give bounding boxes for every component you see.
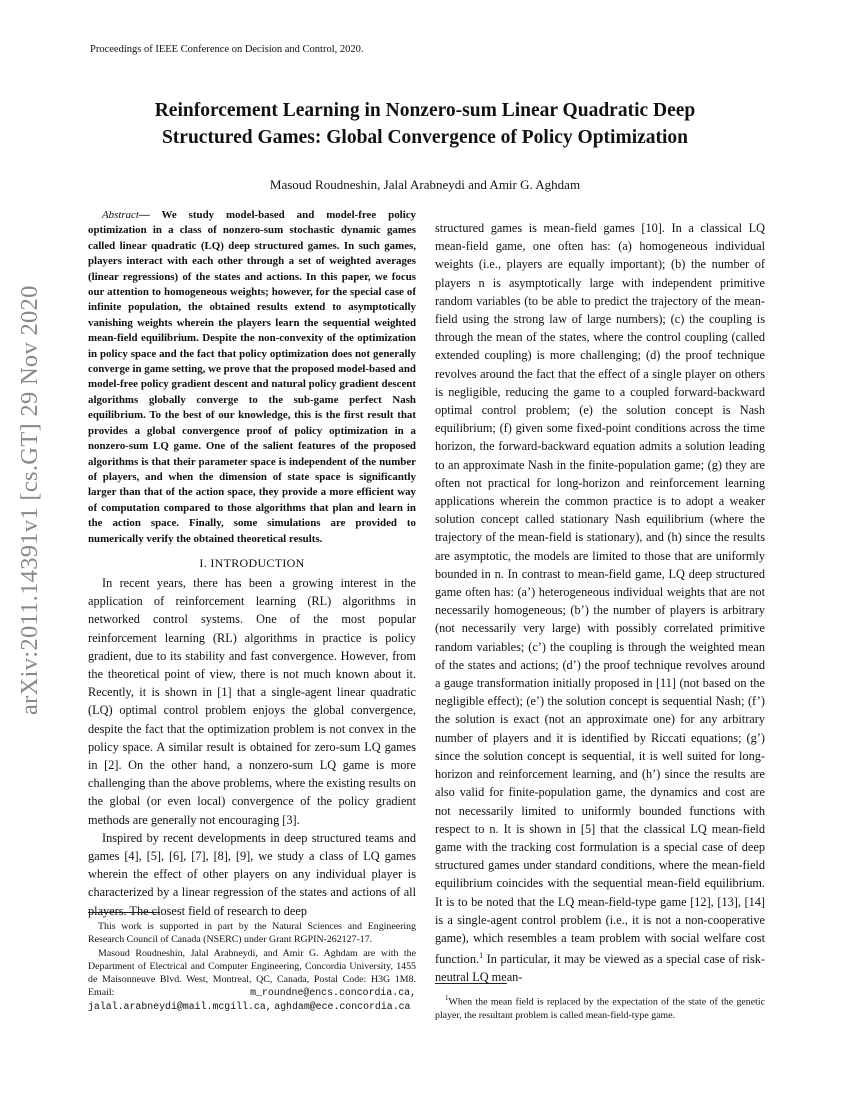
intro-paragraph-2-continued bbox=[435, 219, 765, 987]
arxiv-stamp[interactable]: arXiv:2011.14391v1 [cs.GT] 29 Nov 2020 bbox=[16, 285, 43, 715]
email-arabneydi[interactable]: jalal.arabneydi@mail.mcgill.ca, bbox=[88, 1000, 272, 1012]
email-aghdam[interactable]: aghdam@ece.concordia.ca bbox=[274, 1000, 411, 1012]
paper-title bbox=[60, 97, 790, 151]
affiliation-note bbox=[88, 947, 416, 1013]
footnote-number: 1 bbox=[445, 994, 449, 1002]
affiliation-text: Masoud Roudneshin, Jalal Arabneydi, and Amir G. Aghdam are with the Department of Electrical and Computer Engineering, Concordia University, 1455 de Maisonneuve Blvd. West, Montreal, QC, Canada, Postal Code: H3G 1M8. Email: bbox=[88, 947, 416, 999]
intro-paragraph-2-tail: In particular, it may be viewed as a special case of risk-neutral LQ mean- bbox=[435, 952, 765, 985]
abstract-lead: Abstract bbox=[102, 209, 139, 221]
title-line-2: Structured Games: Global Convergence of Policy Optimization bbox=[161, 127, 689, 148]
intro-paragraph-1: In recent years, there has been a growing interest in the application of reinforcement learning (RL) algorithms in networked control systems. One of the most popular reinforcement learning (RL) algorithms in practice is policy gradient, due to its stability and fast convergence. However, from the theoretical point of view, there is not much known about it. Recently, it is shown in [1] that a single-agent linear quadratic (LQ) optimal control problem enjoys the global convergence, despite the fact that the optimization problem is not convex in the policy space. A similar result is obtained for zero-sum LQ games in [2]. On the other hand, a nonzero-sum LQ game is more challenging than the above problems, where the existing results on the global (or even local) convergence of the policy gradient methods are generally not encouraging [3]. bbox=[88, 576, 416, 827]
footnote-text: When the mean field is replaced by the expectation of the state of the genetic player, the resultant problem is called mean-field-type game. bbox=[435, 996, 765, 1021]
introduction-left bbox=[88, 574, 416, 920]
footnotes-left bbox=[88, 920, 416, 1013]
footnote-rule-right bbox=[435, 983, 507, 984]
author-list: Masoud Roudneshin, Jalal Arabneydi and Amir G. Aghdam bbox=[269, 177, 581, 192]
abstract bbox=[88, 208, 416, 547]
abstract-text: — We study model-based and model-free policy optimization in a class of nonzero-sum stochastic dynamic games called linear quadratic (LQ) deep structured games. In such games, players interact with each other through a set of weighted averages (linear regressions) of the states and actions. In this paper, we focus our attention to homogeneous weights; however, for the special case of infinite population, the obtained results extend to asymptotically vanishing weights wherein the players learn the sequential weighted mean-field equilibrium. Despite the non-convexity of the optimization in policy space and the fact that policy optimization does not generally converge in game setting, we prove that the proposed model-based and model-free policy gradient descent and natural policy gradient descent algorithms globally converge to the sub-game perfect Nash equilibrium. To the best of our knowledge, this is the first result that provides a global convergence proof of policy optimization in a nonzero-sum LQ game. One of the salient features of the proposed algorithms is that their parameter space is independent of the number of players, and when the dimension of state space is significantly larger than that of the action space, they provide a more efficient way of computation compared to those algorithms that plan and learn in the action space. Finally, some simulations are provided to numerically verify the obtained theoretical results. bbox=[88, 209, 416, 545]
conference-header: Proceedings of IEEE Conference on Decision and Control, 2020. bbox=[90, 44, 364, 55]
section-heading-introduction: I. INTRODUCTION bbox=[199, 556, 305, 570]
intro-paragraph-2-continued-text: structured games is mean-field games [10]. In a classical LQ mean-field game, one often has: (a) homogeneous individual weights (i.e., players are equally important); (b) the number of players n is asymptotically large with independent primitive random variables (to be able to predict the trajectory of the mean-field using the strong law of large numbers); (c) the coupling is through the mean of the states, where the control coupling (called extended coupling) is more challenging; (d) the proof technique revolves around the fact that the effect of a single player on others is negligible, reducing the game to a coupled forward-backward optimal control problem; (e) the solution concept is Nash equilibrium; (f) given some fixed-point conditions across the time horizon, the forward-backward equation admits a solution leading to an approximate Nash in the finite-population game; (g) they are often not practical for long-horizon and reinforcement learning applications wherein the common practice is to adopt a weaker solution concept called stationary Nash equilibrium (where the trajectory of the mean-field is stationary), and (h) since the results are asymptotic, the models are limited to those that are uniformly bounded in n. In contrast to mean-field game, LQ deep structured game often has: (a’) heterogeneous individual weights that are not necessarily homogeneous; (b’) the number of players is arbitrary (not necessarily very large) with possibly correlated primitive random variables; (c’) the coupling is through the weighted mean of the states and actions; (d’) the proof technique revolves around a gauge transformation initially proposed in [11] (not based on the negligible effect); (e’) the solution concept is sequential Nash; (f’) the solution is exact (not an approximate one) for any arbitrary number of players and it is identified by Riccati equations; (g’) since the solution concept is sequential, it is well suited for long-horizon and reinforcement learning, and (h’) since the results are also valid for finite-population game, the dynamics and cost are not necessarily limited to uniformly bounded functions with respect to n. It is shown in [5] that the classical LQ mean-field game with the tracking cost formulation is a special case of deep structured games under standard conditions, where the mean-field equilibrium coincides with the sequential mean-field equilibrium. It is to be noted that the LQ mean-field-type game [12], [13], [14] is a single-agent control problem (i.e., it is not a non-cooperative game), which resembles a team problem with social welfare cost function. bbox=[435, 221, 765, 967]
funding-note: This work is supported in part by the Natural Sciences and Engineering Research Council of Canada (NSERC) under Grant RGPIN-262127-17. bbox=[88, 921, 416, 946]
email-roudneshin[interactable]: m_roundne@encs.concordia.ca, bbox=[250, 987, 416, 999]
title-line-1: Reinforcement Learning in Nonzero-sum Linear Quadratic Deep bbox=[154, 100, 696, 121]
footnote-marker[interactable]: 1 bbox=[479, 951, 484, 961]
introduction-right bbox=[435, 219, 765, 987]
footnote-right bbox=[435, 992, 765, 1022]
footnote-rule-left bbox=[88, 912, 160, 913]
intro-paragraph-2: Inspired by recent developments in deep structured teams and games [4], [5], [6], [7], [8], [9], we study a class of LQ games wherein the effect of other players on any individual player is characterized by a linear regression of the states and actions of all players. The closest field of research to deep bbox=[88, 830, 416, 918]
